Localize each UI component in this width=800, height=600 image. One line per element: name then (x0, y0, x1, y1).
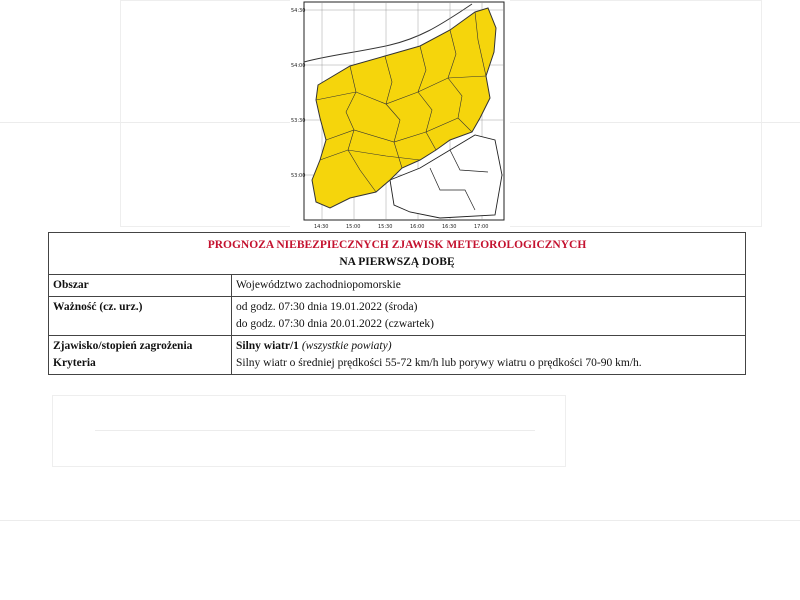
area-value: Województwo zachodniopomorskie (232, 275, 746, 297)
area-label: Obszar (49, 275, 232, 297)
warning-table (48, 232, 746, 375)
bleed-through-line (95, 430, 535, 431)
lon-label: 16:00 (410, 224, 425, 230)
table-row-validity (49, 297, 746, 336)
lat-label: 54:30 (291, 8, 306, 14)
phenomenon-label-2: Kryteria (53, 357, 96, 369)
lat-label: 54:00 (291, 63, 306, 69)
phenomenon-scope: (wszystkie powiaty) (301, 340, 392, 352)
warning-map (290, 0, 510, 230)
lon-label: 16:30 (442, 224, 457, 230)
phenomenon-label-1: Zjawisko/stopień zagrożenia (53, 340, 193, 352)
table-title-row (49, 233, 746, 275)
table-row-area (49, 275, 746, 297)
title-line-2: NA PIERWSZĄ DOBĘ (339, 256, 455, 268)
validity-label: Ważność (cz. urz.) (49, 297, 232, 336)
bleed-through-box (52, 395, 566, 467)
validity-to: do godz. 07:30 dnia 20.01.2022 (czwartek) (236, 318, 435, 330)
phenomenon-label (49, 336, 232, 375)
bleed-through-line (0, 520, 800, 521)
table-title (49, 233, 746, 275)
lat-label: 53:00 (291, 173, 306, 179)
phenomenon-criteria: Silny wiatr o średniej prędkości 55-72 km/h lub porywy wiatru o prędkości 70-90 km/h. (236, 357, 642, 369)
lon-label: 15:30 (378, 224, 393, 230)
validity-from: od godz. 07:30 dnia 19.01.2022 (środa) (236, 301, 418, 313)
phenomenon-line (236, 338, 741, 355)
title-line-1: PROGNOZA NIEBEZPIECZNYCH ZJAWISK METEOROLOGICZNYCH (207, 239, 587, 251)
lon-label: 15:00 (346, 224, 361, 230)
table-row-phenomenon (49, 336, 746, 375)
phenomenon-name: Silny wiatr/1 (236, 340, 299, 352)
lon-label: 14:30 (314, 224, 329, 230)
lat-label: 53:30 (291, 118, 306, 124)
phenomenon-value (232, 336, 746, 375)
validity-value (232, 297, 746, 336)
lon-label: 17:00 (474, 224, 489, 230)
